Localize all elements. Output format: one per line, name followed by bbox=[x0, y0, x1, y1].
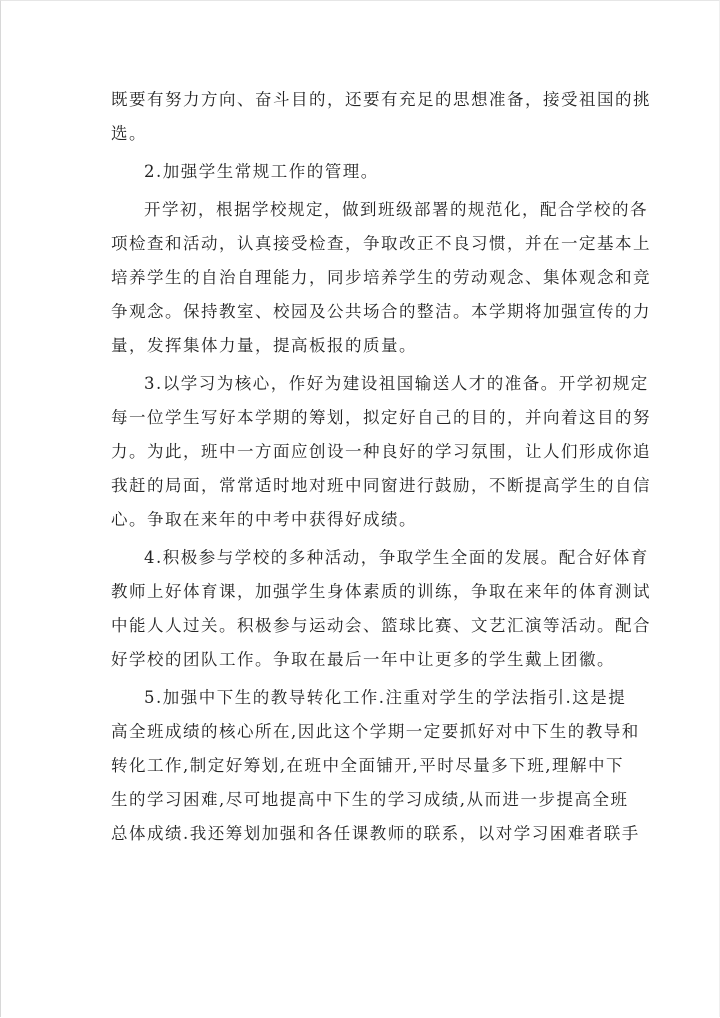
text-line: 中能人人过关。积极参与运动会、篮球比赛、文艺汇演等活动。配合 bbox=[111, 616, 651, 635]
text-line: 5.加强中下生的教导转化工作.注重对学生的学法指引.这是提 bbox=[144, 688, 627, 707]
text-line: 4.积极参与学校的多种活动，争取学生全面的发展。配合好体育 bbox=[144, 548, 649, 567]
text-line: 心。争取在来年的中考中获得好成绩。 bbox=[111, 510, 417, 529]
text-line: 争观念。保持教室、校园及公共场合的整洁。本学期将加强宣传的力 bbox=[111, 302, 651, 321]
text-line: 高全班成绩的核心所在,因此这个学期一定要抓好对中下生的教导和 bbox=[111, 722, 640, 741]
document-body bbox=[111, 88, 651, 846]
text-line: 教师上好体育课，加强学生身体素质的训练，争取在来年的体育测试 bbox=[111, 582, 651, 601]
text-line: 量，发挥集体力量，提高板报的质量。 bbox=[111, 336, 417, 355]
text-line: 开学初，根据学校规定，做到班级部署的规范化，配合学校的各 bbox=[144, 200, 648, 219]
text-line: 项检查和活动，认真接受检查，争取改正不良习惯，并在一定基本上 bbox=[111, 234, 651, 253]
text-line: 生的学习困难,尽可地提高中下生的学习成绩,从而进一步提高全班 bbox=[111, 790, 629, 809]
text-line: 好学校的团队工作。争取在最后一年中让更多的学生戴上团徽。 bbox=[111, 650, 615, 669]
text-line: 我赶的局面，常常适时地对班中同窗进行鼓励，不断提高学生的自信 bbox=[111, 476, 651, 495]
text-line: 选。 bbox=[111, 124, 147, 143]
text-line: 力。为此，班中一方面应创设一种良好的学习氛围，让人们形成你追 bbox=[111, 442, 651, 461]
text-line: 转化工作,制定好筹划,在班中全面铺开,平时尽量多下班,理解中下 bbox=[111, 756, 624, 775]
text-line: 总体成绩.我还筹划加强和各任课教师的联系，以对学习困难者联手 bbox=[111, 824, 640, 843]
text-line: 3.以学习为核心，作好为建设祖国输送人才的准备。开学初规定 bbox=[144, 374, 649, 393]
text-line: 培养学生的自治自理能力，同步培养学生的劳动观念、集体观念和竞 bbox=[111, 268, 651, 287]
text-line: 每一位学生写好本学期的筹划，拟定好自己的目的，并向着这目的努 bbox=[111, 408, 651, 427]
heading-line: 2.加强学生常规工作的管理。 bbox=[144, 162, 379, 181]
text-line: 既要有努力方向、奋斗目的，还要有充足的思想准备，接受祖国的挑 bbox=[111, 90, 651, 109]
